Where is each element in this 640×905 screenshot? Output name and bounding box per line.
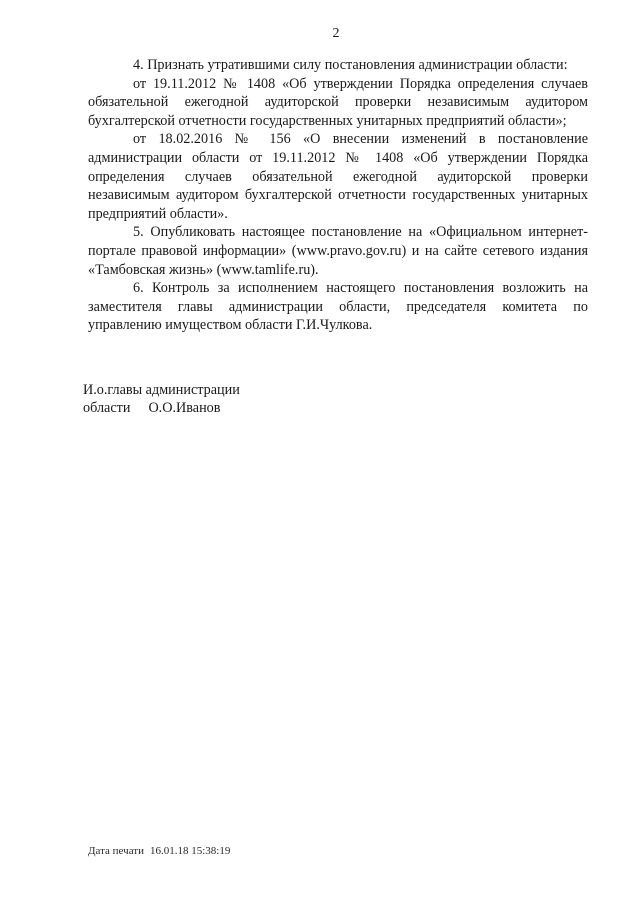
signature-name: О.О.Иванов [148, 400, 221, 416]
signature-block [83, 381, 240, 417]
document-body [88, 56, 588, 335]
signature-position-line1: И.о.главы администрации [83, 382, 240, 398]
paragraph-4-item-2: от 18.02.2016 № 156 «О внесении изменений в постановление администрации области от 19.11.2012 № 1408 «Об утверждении Порядка определения случаев обязательной ежегодной аудиторской проверки независимым аудитором бухгалтерской отчетности государственных унитарных предприятий области». [88, 131, 588, 222]
print-date-label: Дата печати [88, 845, 144, 857]
paragraph-5: 5. Опубликовать настоящее постановление на «Официальном интернет-портале правовой информации» (www.pravo.gov.ru) и на сайте сетевого издания «Тамбовская жизнь» (www.tamlife.ru). [88, 224, 588, 278]
print-date-value: 16.01.18 15:38:19 [150, 845, 231, 857]
paragraph-6: 6. Контроль за исполнением настоящего постановления возложить на заместителя главы администрации области, председателя комитета по управлению имуществом области Г.И.Чулкова. [88, 280, 588, 334]
signature-position-line2: области [83, 400, 131, 416]
paragraph-4-item-1: от 19.11.2012 № 1408 «Об утверждении Порядка определения случаев обязательной ежегодной аудиторской проверки независимым аудитором бухгалтерской отчетности государственных унитарных предприятий области»; [88, 75, 588, 129]
signature-position-line2-row [83, 399, 240, 417]
print-date-footer [88, 845, 230, 857]
page-number: 2 [332, 26, 340, 41]
paragraph-4-heading: 4. Признать утратившими силу постановления администрации области: [133, 57, 568, 73]
